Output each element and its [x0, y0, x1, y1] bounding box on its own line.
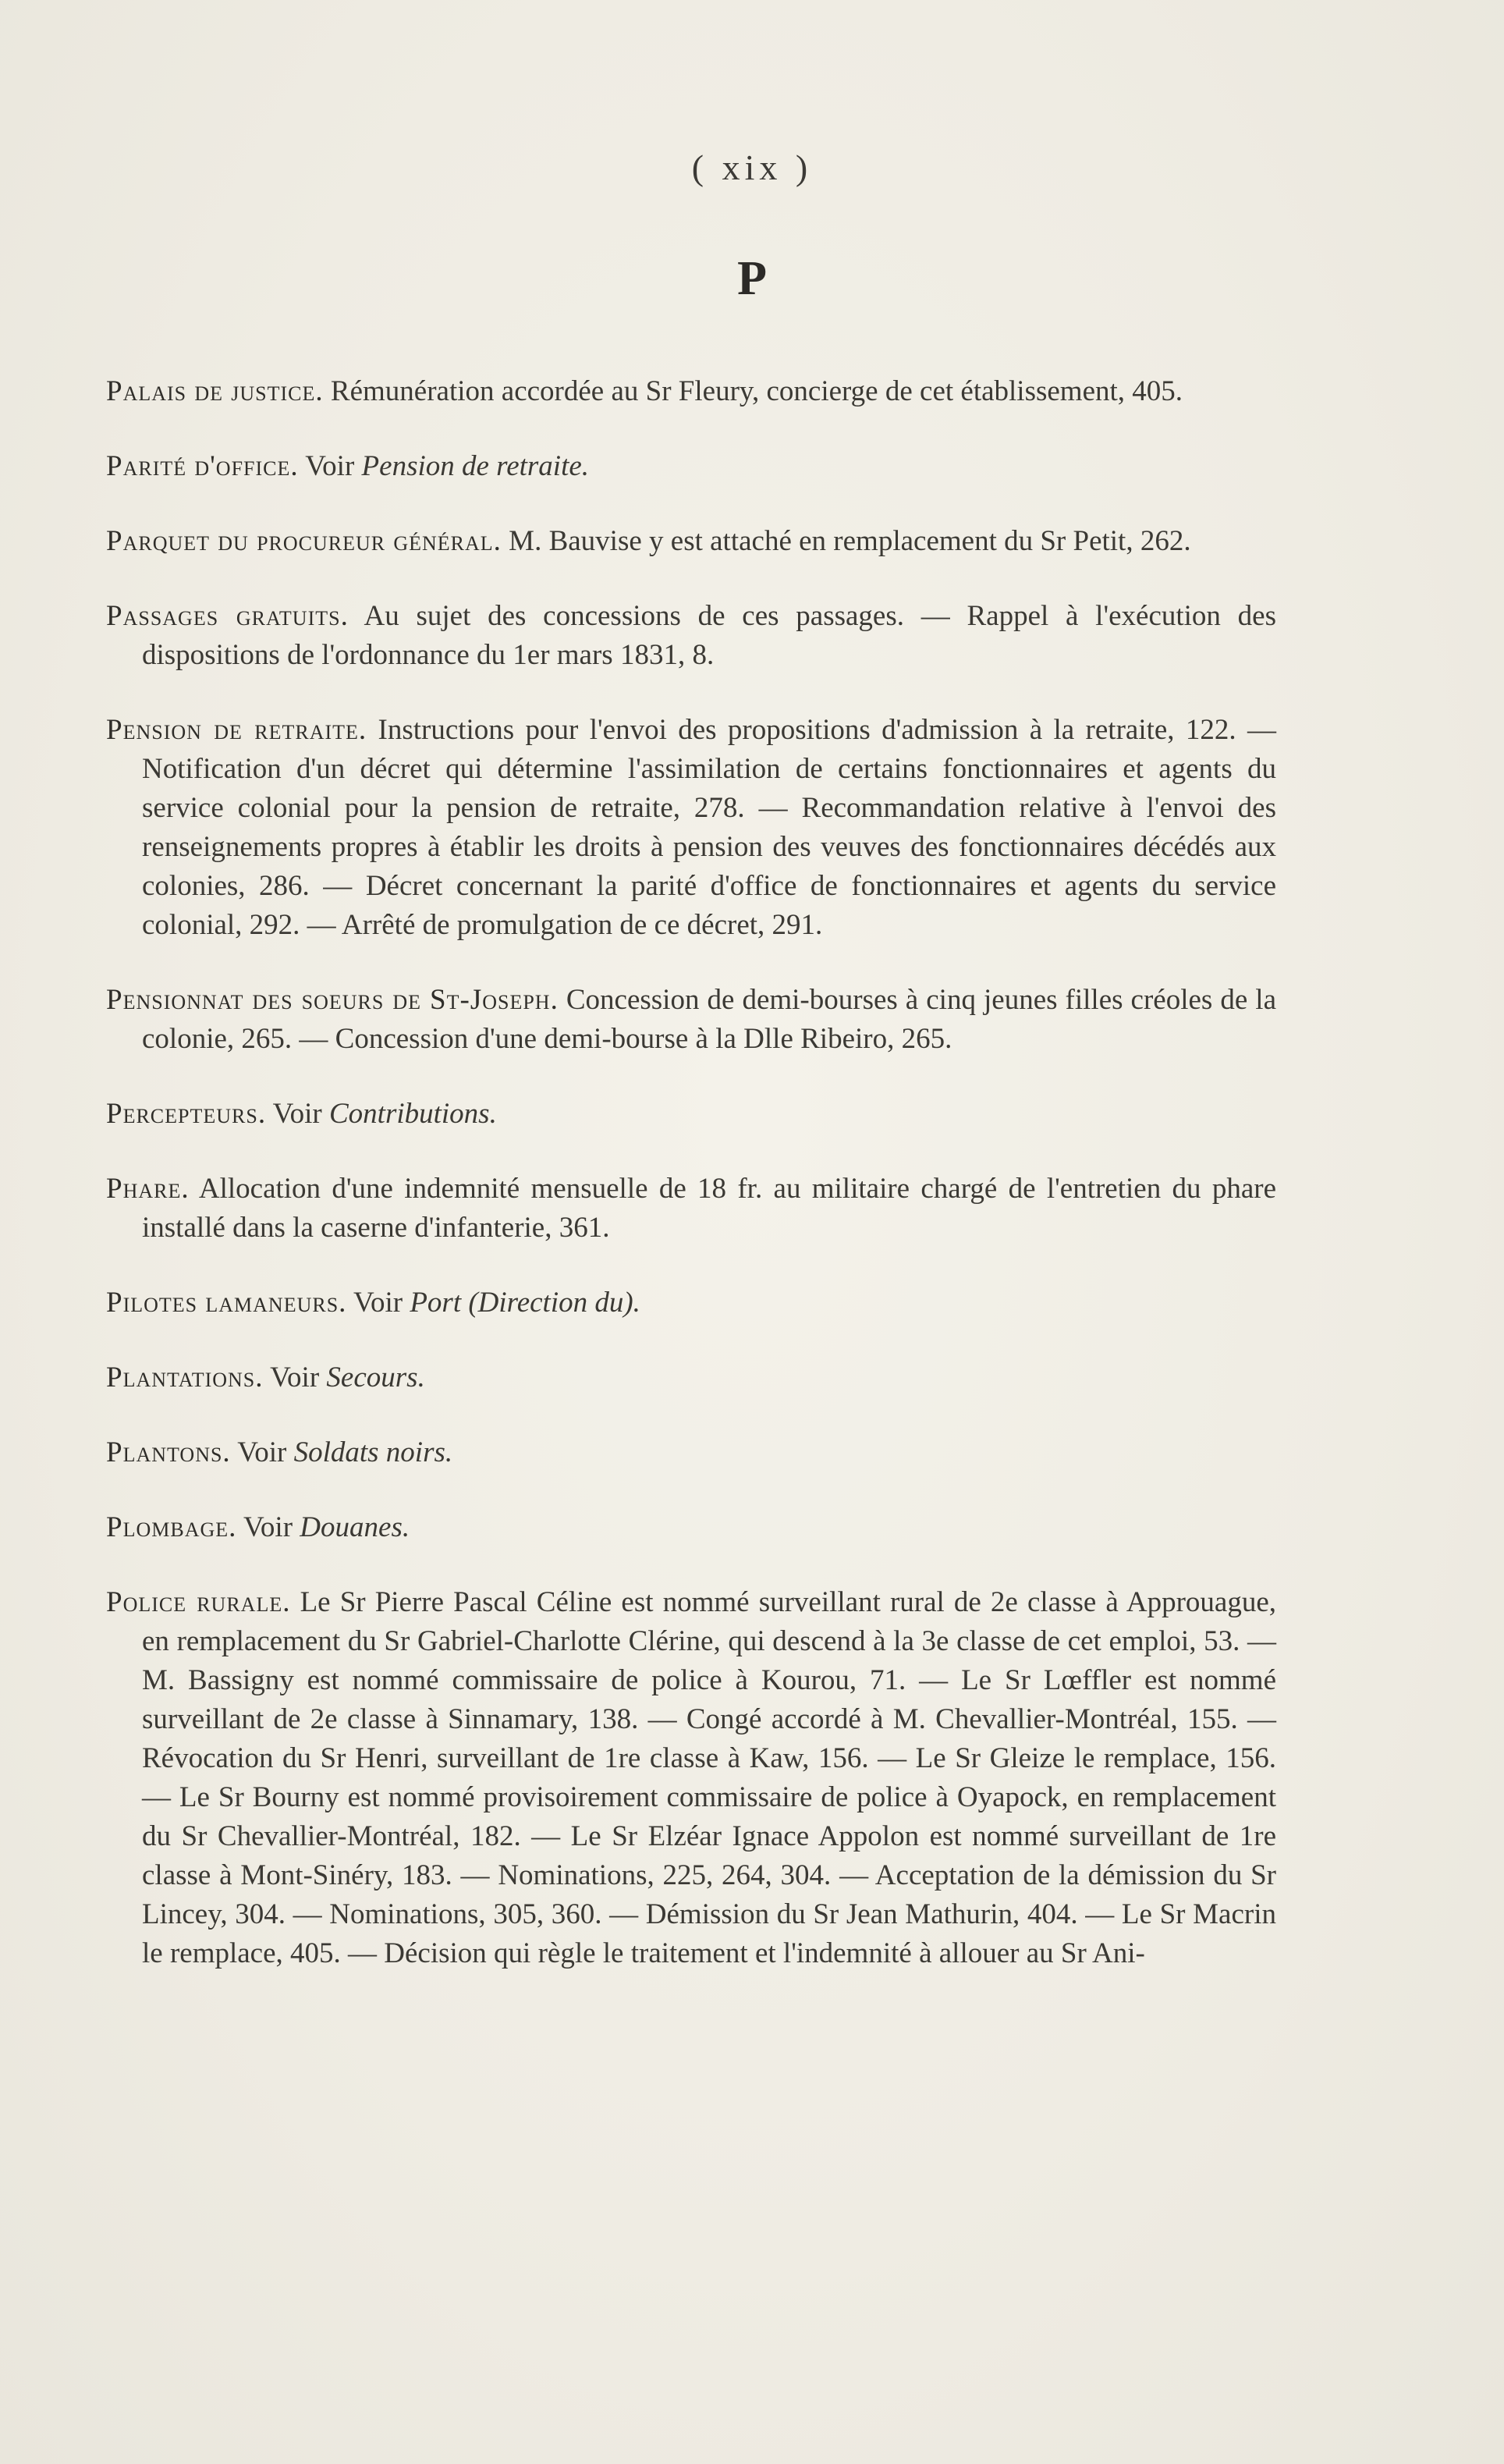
- entry-text: Voir: [305, 450, 355, 482]
- entry-text: Concession de demi-bourses à cinq jeunes filles créoles de la colonie, 265. — Concession d'une demi-bourse à la Dlle Ribeiro, 265.: [142, 984, 1277, 1055]
- index-entries: [106, 343, 1276, 2009]
- entry-text: Voir: [270, 1362, 320, 1394]
- entry-heading: Percepteurs.: [106, 1098, 267, 1130]
- entry-cross-reference: Pension de retraite.: [361, 450, 590, 482]
- entry-heading: Police rurale.: [106, 1586, 291, 1618]
- index-entry: [106, 522, 1276, 561]
- entry-text: Voir: [353, 1287, 403, 1319]
- index-entry: [106, 597, 1276, 675]
- entry-cross-reference: Soldats noirs.: [293, 1436, 453, 1468]
- entry-text: M. Bauvise y est attaché en remplacement du Sr Petit, 262.: [509, 525, 1191, 557]
- index-entry: [106, 372, 1276, 411]
- index-entry: [106, 1583, 1276, 1973]
- index-entry: [106, 1095, 1276, 1134]
- entry-text: Voir: [243, 1511, 293, 1543]
- entry-text: Instructions pour l'envoi des propositions d'admission à la retraite, 122. — Notification d'un décret qui détermine l'assimilation de certains fonctionnaires et agents du service colonial pour la pension de retraite, 278. — Recommandation relative à l'envoi des renseignements propres à établir les droits à pension des veuves des fonctionnaires décédés aux colonies, 286. — Décret concernant la parité d'office de fonctionnaires et agents du service colonial, 292. — Arrêté de promulgation de ce décret, 291.: [142, 714, 1276, 941]
- entry-heading: Parquet du procureur général.: [106, 525, 502, 557]
- section-letter: P: [737, 252, 767, 305]
- entry-heading: Plantons.: [106, 1436, 231, 1468]
- entry-text: Voir: [237, 1436, 287, 1468]
- entry-text: Voir: [272, 1098, 322, 1130]
- entry-text: Rémunération accordée au Sr Fleury, concierge de cet établissement, 405.: [330, 375, 1183, 407]
- index-entry: [106, 1170, 1276, 1248]
- entry-heading: Passages gratuits.: [106, 600, 349, 632]
- entry-heading: Phare.: [106, 1173, 190, 1205]
- entry-cross-reference: Port (Direction du).: [410, 1287, 640, 1319]
- entry-text: Au sujet des concessions de ces passages. — Rappel à l'exécution des dispositions de l'ordonnance du 1er mars 1831, 8.: [142, 600, 1276, 671]
- entry-heading: Pilotes lamaneurs.: [106, 1287, 347, 1319]
- index-entry: [106, 981, 1276, 1059]
- index-entry: [106, 1358, 1276, 1397]
- index-entry: [106, 711, 1276, 945]
- entry-heading: Pensionnat des soeurs de St-Joseph.: [106, 984, 559, 1016]
- entry-heading: Pension de retraite.: [106, 714, 367, 746]
- entry-heading: Plantations.: [106, 1362, 264, 1394]
- entry-text: Allocation d'une indemnité mensuelle de 18 fr. au militaire chargé de l'entretien du phare installé dans la caserne d'infanterie, 361.: [142, 1173, 1276, 1244]
- entry-heading: Parité d'office.: [106, 450, 299, 482]
- entry-text: Le Sr Pierre Pascal Céline est nommé surveillant rural de 2e classe à Approuague, en remplacement du Sr Gabriel-Charlotte Clérine, qui descend à la 3e classe de cet emploi, 53. — M. Bassigny est nommé commissaire de police à Kourou, 71. — Le Sr Lœffler est nommé surveillant de 2e classe à Sinnamary, 138. — Congé accordé à M. Chevallier-Montréal, 155. — Révocation du Sr Henri, surveillant de 1re classe à Kaw, 156. — Le Sr Gleize le remplace, 156. — Le Sr Bourny est nommé provisoirement commissaire de police à Oyapock, en remplacement du Sr Chevallier-Montréal, 182. — Le Sr Elzéar Ignace Appolon est nommé surveillant de 1re classe à Mont-Sinéry, 183. — Nominations, 225, 264, 304. — Acceptation de la démission du Sr Lincey, 304. — Nominations, 305, 360. — Démission du Sr Jean Mathurin, 404. — Le Sr Macrin le remplace, 405. — Décision qui règle le traitement et l'indemnité à allouer au Sr Ani-: [142, 1586, 1277, 1969]
- page-number: ( xix ): [691, 147, 813, 187]
- entry-heading: Palais de justice.: [106, 375, 324, 407]
- index-entry: [106, 1283, 1276, 1323]
- index-entry: [106, 1508, 1276, 1547]
- index-entry: [106, 447, 1276, 486]
- entry-cross-reference: Douanes.: [300, 1511, 410, 1543]
- entry-cross-reference: Secours.: [326, 1362, 425, 1394]
- entry-heading: Plombage.: [106, 1511, 237, 1543]
- index-entry: [106, 1433, 1276, 1472]
- entry-cross-reference: Contributions.: [328, 1098, 497, 1130]
